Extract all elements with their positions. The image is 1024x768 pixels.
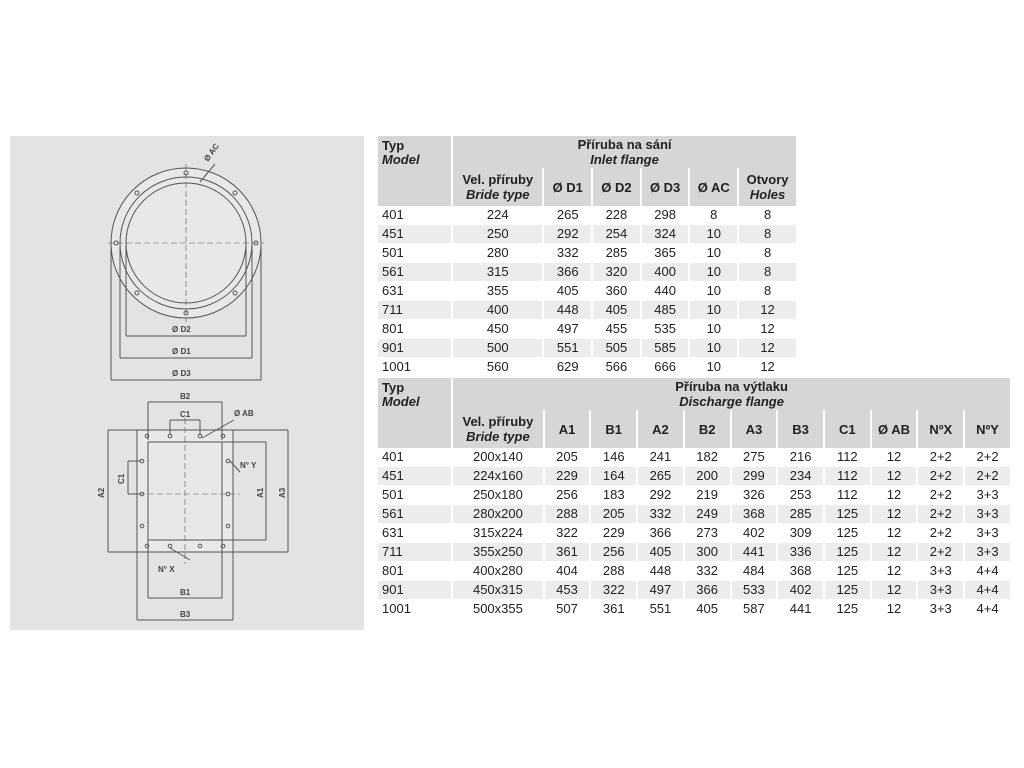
model-cell: 1001 <box>378 358 451 377</box>
column-header <box>739 168 796 206</box>
table-row <box>378 301 796 320</box>
table-row <box>378 358 796 377</box>
table-cell: 8 <box>739 263 796 282</box>
table-cell: 3+3 <box>918 600 963 619</box>
column-header <box>593 168 640 206</box>
table-cell: 3+3 <box>965 505 1010 524</box>
table-cell: 10 <box>690 301 737 320</box>
table-cell: 332 <box>638 505 683 524</box>
column-header-label: B2 <box>698 421 716 437</box>
label-b3: B3 <box>180 610 191 619</box>
table-cell: 315x224 <box>453 524 542 543</box>
table-row <box>378 282 796 301</box>
table-cell: 666 <box>642 358 689 377</box>
discharge-group-header <box>453 378 1010 410</box>
table-cell: 10 <box>690 244 737 263</box>
column-header-sublabel: Holes <box>749 187 786 202</box>
model-cell: 451 <box>378 225 451 244</box>
model-cell: 401 <box>378 448 451 467</box>
table-cell: 216 <box>778 448 823 467</box>
table-cell: 497 <box>544 320 591 339</box>
table-cell: 12 <box>739 358 796 377</box>
table-cell: 2+2 <box>918 448 963 467</box>
model-header <box>378 378 451 448</box>
table-cell: 400 <box>642 263 689 282</box>
column-header-label: Ø D3 <box>649 179 681 195</box>
column-header-label: A2 <box>652 421 669 437</box>
table-cell: 500x355 <box>453 600 542 619</box>
table-cell: 182 <box>685 448 730 467</box>
table-row <box>378 524 1010 543</box>
column-header <box>732 410 777 448</box>
table-cell: 125 <box>825 524 870 543</box>
table-cell: 484 <box>732 562 777 581</box>
label-b2: B2 <box>180 392 191 401</box>
table-cell: 8 <box>739 206 796 225</box>
table-cell: 368 <box>732 505 777 524</box>
flange-drawing-panel <box>10 136 364 630</box>
column-header <box>545 410 590 448</box>
table-cell: 450 <box>453 320 542 339</box>
table-row <box>378 562 1010 581</box>
table-cell: 125 <box>825 600 870 619</box>
column-header-label: B1 <box>605 421 623 437</box>
table-cell: 368 <box>778 562 823 581</box>
inlet-group-header-cz: Příruba na sání <box>577 137 672 152</box>
table-cell: 2+2 <box>918 505 963 524</box>
column-header <box>453 168 542 206</box>
inlet-group-header-en: Inlet flange <box>590 152 659 167</box>
table-cell: 366 <box>638 524 683 543</box>
table-cell: 505 <box>593 339 640 358</box>
column-header-label: Ø AC <box>697 179 730 195</box>
table-cell: 551 <box>638 600 683 619</box>
table-cell: 324 <box>642 225 689 244</box>
model-cell: 901 <box>378 339 451 358</box>
label-c1-top: C1 <box>180 410 191 419</box>
table-cell: 10 <box>690 282 737 301</box>
table-cell: 265 <box>544 206 591 225</box>
table-cell: 533 <box>732 581 777 600</box>
table-cell: 587 <box>732 600 777 619</box>
model-cell: 901 <box>378 581 451 600</box>
table-cell: 3+3 <box>918 581 963 600</box>
table-cell: 450x315 <box>453 581 542 600</box>
table-cell: 125 <box>825 581 870 600</box>
table-cell: 566 <box>593 358 640 377</box>
table-cell: 224 <box>453 206 542 225</box>
model-header <box>378 136 451 206</box>
table-cell: 332 <box>544 244 591 263</box>
table-cell: 8 <box>690 206 737 225</box>
table-row <box>378 600 1010 619</box>
column-header-label: Vel. příruby <box>462 172 534 187</box>
table-cell: 405 <box>685 600 730 619</box>
discharge-flange-table <box>376 378 1012 619</box>
table-cell: 2+2 <box>918 543 963 562</box>
table-cell: 4+4 <box>965 562 1010 581</box>
table-cell: 12 <box>872 505 917 524</box>
table-cell: 8 <box>739 225 796 244</box>
table-cell: 3+3 <box>965 486 1010 505</box>
table-cell: 441 <box>778 600 823 619</box>
column-header <box>544 168 591 206</box>
label-c1-side: C1 <box>117 473 126 484</box>
table-cell: 365 <box>642 244 689 263</box>
column-header <box>591 410 636 448</box>
model-cell: 401 <box>378 206 451 225</box>
table-cell: 366 <box>544 263 591 282</box>
column-header-label: A1 <box>558 421 576 437</box>
table-cell: 4+4 <box>965 581 1010 600</box>
table-cell: 12 <box>872 581 917 600</box>
table-cell: 273 <box>685 524 730 543</box>
table-cell: 12 <box>872 543 917 562</box>
table-cell: 229 <box>591 524 636 543</box>
column-header-label: Ø AB <box>878 421 911 437</box>
table-cell: 256 <box>545 486 590 505</box>
table-cell: 292 <box>544 225 591 244</box>
table-row <box>378 505 1010 524</box>
table-cell: 229 <box>545 467 590 486</box>
discharge-group-header-cz: Příruba na výtlaku <box>675 379 788 394</box>
table-cell: 10 <box>690 358 737 377</box>
table-cell: 219 <box>685 486 730 505</box>
table-cell: 265 <box>638 467 683 486</box>
model-cell: 631 <box>378 282 451 301</box>
column-header <box>638 410 683 448</box>
discharge-flange-drawing <box>108 402 288 620</box>
table-cell: 298 <box>642 206 689 225</box>
table-cell: 12 <box>872 467 917 486</box>
column-header-label: NºY <box>976 421 999 437</box>
label-d-ac: Ø AC <box>202 141 221 164</box>
model-cell: 711 <box>378 301 451 320</box>
table-cell: 320 <box>593 263 640 282</box>
label-d-d1: Ø D1 <box>172 347 191 356</box>
table-cell: 224x160 <box>453 467 542 486</box>
table-cell: 200x140 <box>453 448 542 467</box>
table-row <box>378 206 796 225</box>
table-cell: 629 <box>544 358 591 377</box>
table-cell: 326 <box>732 486 777 505</box>
table-cell: 300 <box>685 543 730 562</box>
column-header-label: C1 <box>839 421 856 437</box>
table-cell: 280 <box>453 244 542 263</box>
model-cell: 801 <box>378 562 451 581</box>
table-cell: 2+2 <box>918 524 963 543</box>
table-cell: 125 <box>825 543 870 562</box>
label-n-x: N° X <box>158 565 175 574</box>
table-cell: 405 <box>638 543 683 562</box>
table-cell: 361 <box>545 543 590 562</box>
table-cell: 3+3 <box>965 543 1010 562</box>
column-header-label: Ø D1 <box>552 179 583 195</box>
table-cell: 361 <box>591 600 636 619</box>
column-header <box>872 410 917 448</box>
table-cell: 366 <box>685 581 730 600</box>
table-cell: 2+2 <box>918 486 963 505</box>
table-cell: 288 <box>591 562 636 581</box>
table-cell: 299 <box>732 467 777 486</box>
table-cell: 322 <box>591 581 636 600</box>
table-cell: 497 <box>638 581 683 600</box>
table-row <box>378 448 1010 467</box>
column-header-label: Vel. příruby <box>462 414 534 429</box>
table-cell: 205 <box>545 448 590 467</box>
table-cell: 400x280 <box>453 562 542 581</box>
label-a3: A3 <box>278 487 287 498</box>
table-cell: 585 <box>642 339 689 358</box>
table-row <box>378 225 796 244</box>
table-row <box>378 244 796 263</box>
table-cell: 125 <box>825 505 870 524</box>
table-cell: 405 <box>593 301 640 320</box>
column-header <box>685 410 730 448</box>
table-cell: 164 <box>591 467 636 486</box>
table-cell: 402 <box>732 524 777 543</box>
table-cell: 12 <box>872 486 917 505</box>
inlet-flange-table <box>376 136 798 377</box>
table-cell: 200 <box>685 467 730 486</box>
table-cell: 112 <box>825 448 870 467</box>
table-cell: 500 <box>453 339 542 358</box>
table-cell: 12 <box>872 562 917 581</box>
column-header <box>918 410 963 448</box>
table-cell: 507 <box>545 600 590 619</box>
column-header-label: Otvory <box>746 172 789 187</box>
table-cell: 228 <box>593 206 640 225</box>
table-cell: 453 <box>545 581 590 600</box>
table-cell: 8 <box>739 282 796 301</box>
table-cell: 455 <box>593 320 640 339</box>
column-header <box>453 410 542 448</box>
table-cell: 322 <box>545 524 590 543</box>
table-cell: 12 <box>739 301 796 320</box>
table-cell: 355x250 <box>453 543 542 562</box>
model-cell: 631 <box>378 524 451 543</box>
table-cell: 2+2 <box>918 467 963 486</box>
column-header <box>690 168 737 206</box>
table-cell: 12 <box>872 600 917 619</box>
table-cell: 3+3 <box>918 562 963 581</box>
column-header-sublabel: Bride type <box>466 429 530 444</box>
table-cell: 250 <box>453 225 542 244</box>
table-cell: 112 <box>825 467 870 486</box>
table-cell: 280x200 <box>453 505 542 524</box>
table-cell: 205 <box>591 505 636 524</box>
table-cell: 112 <box>825 486 870 505</box>
table-cell: 8 <box>739 244 796 263</box>
table-row <box>378 320 796 339</box>
label-n-y: N° Y <box>240 461 257 470</box>
model-cell: 561 <box>378 505 451 524</box>
table-cell: 285 <box>778 505 823 524</box>
table-cell: 12 <box>739 320 796 339</box>
column-header <box>965 410 1010 448</box>
table-cell: 315 <box>453 263 542 282</box>
column-header <box>778 410 823 448</box>
table-cell: 256 <box>591 543 636 562</box>
model-cell: 801 <box>378 320 451 339</box>
label-a2: A2 <box>97 487 106 498</box>
inlet-group-header <box>453 136 796 168</box>
table-cell: 275 <box>732 448 777 467</box>
table-cell: 448 <box>638 562 683 581</box>
table-cell: 10 <box>690 320 737 339</box>
table-cell: 253 <box>778 486 823 505</box>
table-cell: 405 <box>544 282 591 301</box>
column-header-label: B3 <box>792 421 809 437</box>
model-cell: 1001 <box>378 600 451 619</box>
table-row <box>378 486 1010 505</box>
model-header-en: Model <box>382 394 420 409</box>
table-cell: 448 <box>544 301 591 320</box>
label-d-ab: Ø AB <box>234 409 254 418</box>
table-cell: 12 <box>872 524 917 543</box>
column-header-label: Ø D2 <box>601 179 632 195</box>
table-cell: 2+2 <box>965 467 1010 486</box>
model-header-en: Model <box>382 152 420 167</box>
table-cell: 400 <box>453 301 542 320</box>
label-d-d2: Ø D2 <box>172 325 191 334</box>
table-cell: 285 <box>593 244 640 263</box>
table-cell: 146 <box>591 448 636 467</box>
table-row <box>378 263 796 282</box>
table-cell: 355 <box>453 282 542 301</box>
column-header-label: NºX <box>929 421 953 437</box>
table-cell: 441 <box>732 543 777 562</box>
model-cell: 451 <box>378 467 451 486</box>
table-cell: 440 <box>642 282 689 301</box>
table-cell: 2+2 <box>965 448 1010 467</box>
table-cell: 241 <box>638 448 683 467</box>
column-header <box>825 410 870 448</box>
discharge-group-header-en: Discharge flange <box>679 394 784 409</box>
table-cell: 234 <box>778 467 823 486</box>
model-cell: 711 <box>378 543 451 562</box>
table-cell: 10 <box>690 263 737 282</box>
column-header-label: A3 <box>745 421 763 437</box>
table-cell: 404 <box>545 562 590 581</box>
table-cell: 10 <box>690 225 737 244</box>
model-cell: 501 <box>378 244 451 263</box>
column-header <box>642 168 689 206</box>
table-cell: 183 <box>591 486 636 505</box>
table-cell: 3+3 <box>965 524 1010 543</box>
table-cell: 360 <box>593 282 640 301</box>
table-row <box>378 339 796 358</box>
flange-technical-drawing <box>10 136 364 630</box>
table-cell: 292 <box>638 486 683 505</box>
table-cell: 249 <box>685 505 730 524</box>
table-cell: 125 <box>825 562 870 581</box>
table-cell: 535 <box>642 320 689 339</box>
table-cell: 551 <box>544 339 591 358</box>
table-row <box>378 543 1010 562</box>
table-cell: 309 <box>778 524 823 543</box>
table-cell: 250x180 <box>453 486 542 505</box>
table-cell: 12 <box>872 448 917 467</box>
table-cell: 4+4 <box>965 600 1010 619</box>
label-d-d3: Ø D3 <box>172 369 191 378</box>
model-header-cz: Typ <box>382 138 405 153</box>
column-header-sublabel: Bride type <box>465 187 530 202</box>
table-row <box>378 581 1010 600</box>
model-header-cz: Typ <box>382 380 405 395</box>
label-a1: A1 <box>256 487 265 498</box>
model-cell: 561 <box>378 263 451 282</box>
table-cell: 12 <box>739 339 796 358</box>
table-row <box>378 467 1010 486</box>
table-cell: 485 <box>642 301 689 320</box>
table-cell: 254 <box>593 225 640 244</box>
label-b1: B1 <box>180 588 191 597</box>
model-cell: 501 <box>378 486 451 505</box>
table-cell: 336 <box>778 543 823 562</box>
table-cell: 10 <box>690 339 737 358</box>
table-cell: 402 <box>778 581 823 600</box>
table-cell: 332 <box>685 562 730 581</box>
table-cell: 288 <box>545 505 590 524</box>
table-cell: 560 <box>453 358 542 377</box>
